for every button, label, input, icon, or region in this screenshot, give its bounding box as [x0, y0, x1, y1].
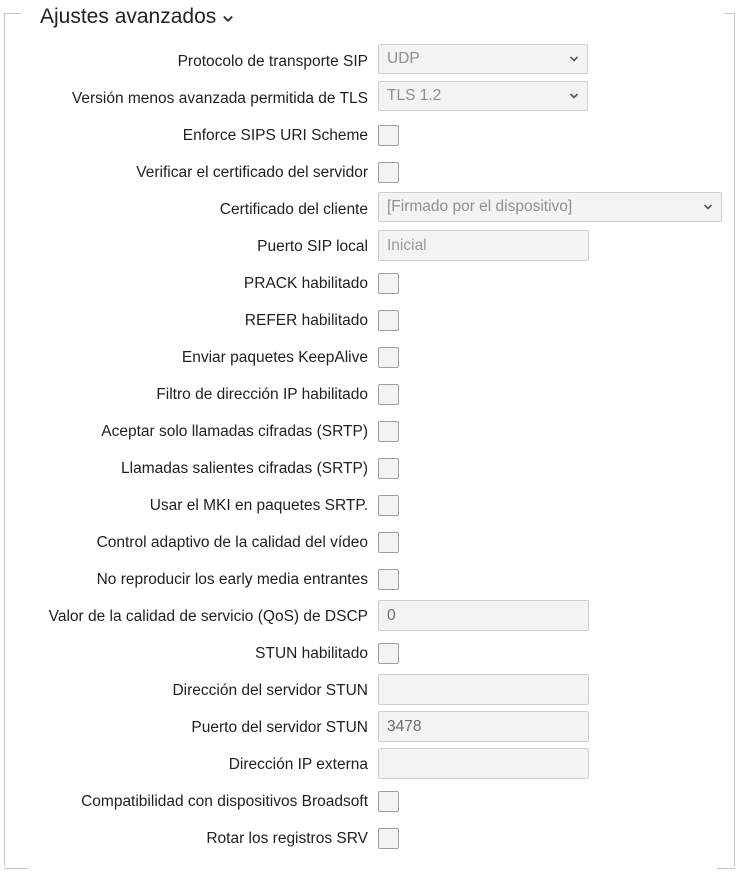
chevron-down-icon: [569, 91, 579, 101]
verify-cert-checkbox[interactable]: [378, 162, 399, 183]
local-sip-port-input[interactable]: [378, 230, 589, 261]
sips-uri-checkbox[interactable]: [378, 125, 399, 146]
early-media-checkbox[interactable]: [378, 569, 399, 590]
refer-label: REFER habilitado: [244, 312, 368, 329]
frame-corner-bottom-left: [4, 868, 28, 869]
rotate-srv-label: Rotar los registros SRV: [206, 830, 368, 847]
local-sip-port-placeholder: Inicial: [387, 237, 427, 254]
chevron-down-icon: [222, 13, 234, 25]
srtp-only-checkbox[interactable]: [378, 421, 399, 442]
mki-checkbox[interactable]: [378, 495, 399, 516]
srtp-out-checkbox[interactable]: [378, 458, 399, 479]
stun-port-value: 3478: [387, 718, 422, 735]
row-stun-port: [0, 709, 748, 746]
broadsoft-label: Compatibilidad con dispositivos Broadsoft: [81, 793, 368, 810]
row-sip-transport: [0, 43, 748, 80]
row-ip-filter: [0, 376, 748, 413]
stun-enabled-checkbox[interactable]: [378, 643, 399, 664]
row-srtp-only: [0, 413, 748, 450]
keepalive-label: Enviar paquetes KeepAlive: [181, 349, 368, 366]
dscp-input[interactable]: [378, 600, 589, 631]
adaptive-video-label: Control adaptivo de la calidad del vídeo: [96, 534, 368, 551]
chevron-down-icon: [703, 202, 713, 212]
tls-min-label: Versión menos avanzada permitida de TLS: [71, 90, 368, 107]
client-cert-value: [Firmado por el dispositivo]: [387, 198, 573, 215]
row-refer: [0, 302, 748, 339]
sip-transport-value: UDP: [387, 50, 420, 67]
srtp-only-label: Aceptar solo llamadas cifradas (SRTP): [101, 423, 368, 440]
refer-checkbox[interactable]: [378, 310, 399, 331]
row-tls-min: [0, 80, 748, 117]
stun-enabled-label: STUN habilitado: [255, 645, 368, 662]
ip-filter-label: Filtro de dirección IP habilitado: [156, 386, 368, 403]
row-external-ip: [0, 746, 748, 783]
row-mki: [0, 487, 748, 524]
sip-transport-label: Protocolo de transporte SIP: [177, 53, 368, 70]
prack-checkbox[interactable]: [378, 273, 399, 294]
stun-address-label: Dirección del servidor STUN: [172, 682, 368, 699]
client-cert-label: Certificado del cliente: [219, 201, 368, 218]
rotate-srv-checkbox[interactable]: [378, 828, 399, 849]
sip-transport-select[interactable]: [378, 44, 588, 74]
row-keepalive: [0, 339, 748, 376]
stun-port-label: Puerto del servidor STUN: [191, 719, 368, 736]
row-stun-enabled: [0, 635, 748, 672]
broadsoft-checkbox[interactable]: [378, 791, 399, 812]
verify-cert-label: Verificar el certificado del servidor: [136, 164, 368, 181]
row-broadsoft: [0, 783, 748, 820]
section-title: Ajustes avanzados: [40, 5, 217, 28]
tls-min-value: TLS 1.2: [387, 87, 442, 104]
tls-min-select[interactable]: [378, 81, 588, 111]
row-verify-cert: [0, 154, 748, 191]
dscp-value: 0: [387, 607, 396, 624]
external-ip-label: Dirección IP externa: [228, 756, 368, 773]
advanced-settings-form: [0, 43, 748, 857]
client-cert-select[interactable]: [378, 192, 722, 222]
stun-port-input[interactable]: [378, 711, 589, 742]
row-stun-address: [0, 672, 748, 709]
local-sip-port-label: Puerto SIP local: [257, 238, 368, 255]
ip-filter-checkbox[interactable]: [378, 384, 399, 405]
mki-label: Usar el MKI en paquetes SRTP.: [149, 497, 368, 514]
section-toggle-advanced[interactable]: [38, 5, 236, 29]
row-adaptive-video: [0, 524, 748, 561]
row-early-media: [0, 561, 748, 598]
row-prack: [0, 265, 748, 302]
frame-corner-bottom-right: [717, 868, 735, 869]
adaptive-video-checkbox[interactable]: [378, 532, 399, 553]
row-rotate-srv: [0, 820, 748, 857]
prack-label: PRACK habilitado: [243, 275, 368, 292]
early-media-label: No reproducir los early media entrantes: [96, 571, 368, 588]
srtp-out-label: Llamadas salientes cifradas (SRTP): [121, 460, 368, 477]
dscp-label: Valor de la calidad de servicio (QoS) de DSCP: [48, 608, 368, 625]
row-dscp: [0, 598, 748, 635]
chevron-down-icon: [569, 54, 579, 64]
stun-address-input[interactable]: [378, 674, 589, 705]
row-client-cert: [0, 191, 748, 228]
row-local-sip-port: [0, 228, 748, 265]
row-sips-uri: [0, 117, 748, 154]
sips-uri-label: Enforce SIPS URI Scheme: [182, 127, 368, 144]
keepalive-checkbox[interactable]: [378, 347, 399, 368]
row-srtp-out: [0, 450, 748, 487]
external-ip-input[interactable]: [378, 748, 589, 779]
